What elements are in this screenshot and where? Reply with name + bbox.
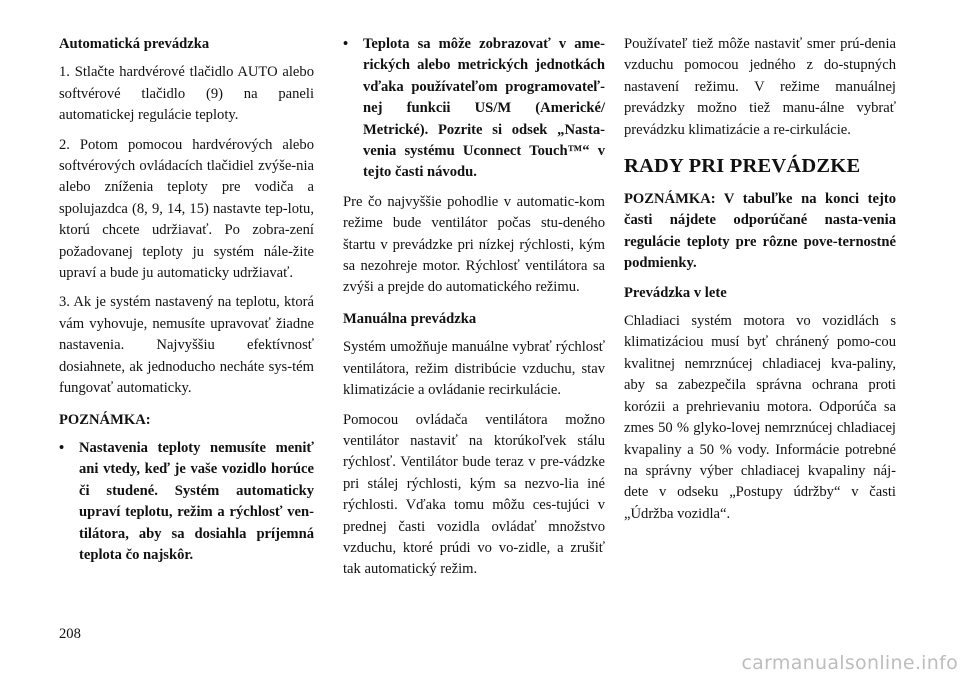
watermark: carmanualsonline.info (741, 652, 958, 674)
comfort-paragraph: Pre čo najvyššie pohodlie v automatic-kom režime bude ventilátor počas stu-deného štartu v prevádzke pri nízkej rýchlosti, kým sa nezohreje motor. Rýchlosť ventilátora sa zvýši a prejde do automatického režimu. (343, 193, 605, 296)
right-column (624, 34, 896, 533)
note-bullet-1 (59, 438, 314, 566)
step-3-paragraph: 3. Ak je systém nastavený na teplotu, ktorá vám vyhovuje, nemusíte upravovať žiadne nastavenia. Najvyššiu efektívnosť dosiahnete, ak jednoducho necháte sys-tém fungovať automaticky. (59, 294, 314, 397)
step-2-paragraph: 2. Potom pomocou hardvérových alebo softvérových ovládacích tlačidiel zvýše-nia alebo zníženia teploty pre vodiča a spolujazdca (8, 9, 14, 15) nastavte tep-lotu, ktorú chcete udržiavať. Po zobra-zení požadovanej teploty ju systém nále-žite upraví a bude ju automaticky udržiavať. (59, 136, 314, 282)
operating-tips-title: RADY PRI PREVÁDZKE (624, 155, 861, 178)
note-heading: POZNÁMKA: (59, 411, 151, 428)
manual-paragraph-2: Pomocou ovládača ventilátora možno ventilátor nastaviť na ktorúkoľvek stálu rýchlosť. Ventilátor bude teraz v pre-vádzke pri stálej rýchlosti, kým sa nezvo-lia iné rýchlosti. Vďaka tomu môžu ces-tujúci v prednej časti vozidla ovládať množstvo vzduchu, ktoré prúdi vo vo-zidle, a zrušiť tak automatický režim. (343, 411, 605, 578)
left-column (59, 34, 314, 574)
table-note-paragraph: POZNÁMKA: V tabuľke na konci tejto časti nájdete odporúčané nasta-venia regulácie teploty pre rôzne pove-ternostné podmienky. (624, 191, 896, 272)
note-bullet-1-text: Nastavenia teploty nemusíte meniť ani vtedy, keď je vaše vozidlo horúce či studené. Systém automaticky upraví teplotu, režim a rýchlosť ven-tilátora, aby sa dosiahla príjemná teplota čo najskôr. (79, 439, 314, 563)
air-direction-paragraph: Používateľ tiež môže nastaviť smer prú-denia vzduchu pomocou jedného z do-stupných nastavení režimu. V režime manuálnej prevádzky možno tiež manu-álne vybrať prevádzku klimatizácie a re-cirkulácie. (624, 36, 896, 138)
middle-column (343, 34, 605, 589)
step-1-paragraph: 1. Stlačte hardvérové tlačidlo AUTO alebo softvérové tlačidlo (9) na paneli automatickej regulácie teploty. (59, 64, 314, 124)
bullet-icon: • (343, 36, 349, 52)
automatic-operation-heading: Automatická prevádzka (59, 36, 210, 52)
page-number: 208 (59, 626, 81, 642)
note-bullet-2 (343, 34, 605, 184)
manual-operation-heading: Manuálna prevádzka (343, 310, 477, 327)
note-bullet-2-text: Teplota sa môže zobrazovať v ame-rických alebo metrických jednotkách vďaka používateľom programovateľ-nej funkcii US/M (Americké/ Metrické). Pozrite si odsek „Nasta-venia systému Uconnect Touch™“ v tejto časti návodu. (363, 36, 605, 181)
summer-operation-heading: Prevádzka v lete (624, 284, 727, 301)
manual-paragraph-1: Systém umožňuje manuálne vybrať rýchlosť ventilátora, režim distribúcie vzduchu, stav klimatizácie a ovládanie recirkulácie. (343, 339, 605, 399)
bullet-icon: • (59, 439, 65, 456)
coolant-paragraph: Chladiaci systém motora vo vozidlách s klimatizáciou musí byť chránený pomo-cou kvalitnej nemrznúcej chladiacej kva-paliny, aby sa zabezpečila správna ochrana proti korózii a prehrievaniu motora. Odporúča sa zmes 50 % glyko-lovej nemrznúcej chladiacej kvapaliny a 50 % vody. Informácie potrebné na správny výber chladiacej kvapaliny náj-dete v odseku „Postupy údržby“ v časti „Údržba vozidla“. (624, 313, 896, 522)
